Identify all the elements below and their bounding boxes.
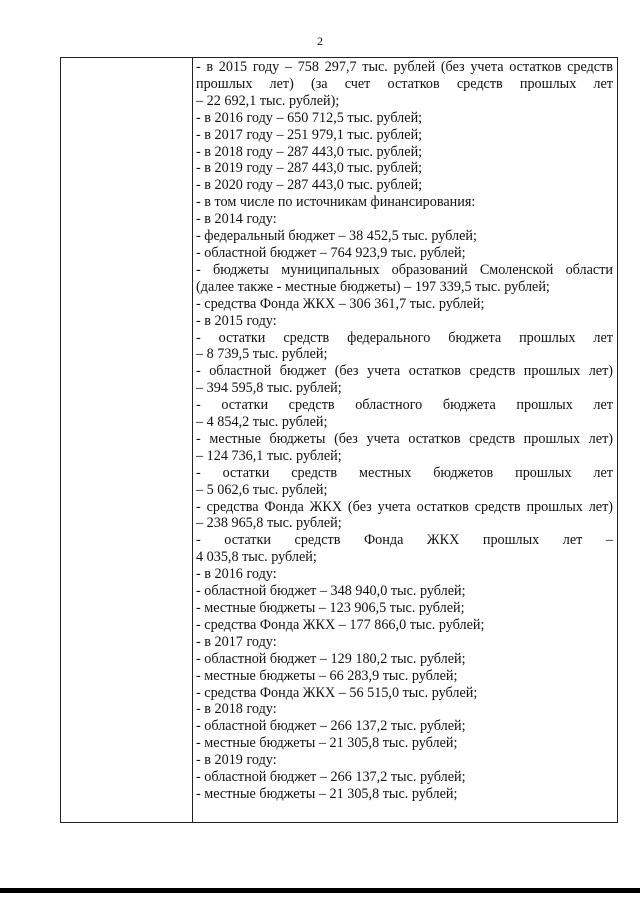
text-line: – 5 062,6 тыс. рублей; xyxy=(196,481,328,498)
text-line: - в 2019 году: xyxy=(196,752,277,769)
text-line: - местные бюджеты – 123 906,5 тыс. рублей; xyxy=(196,600,465,616)
text-line: - в 2018 году – 287 443,0 тыс. рублей; xyxy=(196,143,423,160)
text-line: - областной бюджет – 129 180,2 тыс. рублей; xyxy=(196,650,466,667)
text-line: – 22 692,1 тыс. рублей); xyxy=(196,92,340,109)
text-line: - местные бюджеты (без учета остатков средств прошлых лет) xyxy=(196,430,613,447)
text-line: - средства Фонда ЖКХ – 306 361,7 тыс. рублей; xyxy=(196,295,485,312)
text-line: - областной бюджет – 266 137,2 тыс. рублей; xyxy=(196,718,466,735)
page-number: 2 xyxy=(317,34,323,48)
text-line: - в 2017 году: xyxy=(196,633,277,650)
text-line: - областной бюджет (без учета остатков средств прошлых лет) xyxy=(196,363,613,380)
text-line: – 124 736,1 тыс. рублей; xyxy=(196,447,342,464)
text-line: - в 2018 году: xyxy=(196,701,277,718)
table-right-column xyxy=(196,59,613,803)
text-line: (далее также - местные бюджеты) – 197 339,5 тыс. рублей; xyxy=(196,278,550,295)
text-line: - средства Фонда ЖКХ – 56 515,0 тыс. рублей; xyxy=(196,684,478,701)
text-line: - в 2017 году – 251 979,1 тыс. рублей; xyxy=(196,126,423,143)
text-line: - областной бюджет – 266 137,2 тыс. рублей; xyxy=(196,769,466,786)
text-line: - в том числе по источникам финансирования: xyxy=(196,194,476,211)
text-line: - местные бюджеты – 66 283,9 тыс. рублей; xyxy=(196,667,458,684)
text-line: прошлых лет) (за счет остатков средств прошлых лет xyxy=(196,75,613,92)
text-line: - остатки средств Фонда ЖКХ прошлых лет – xyxy=(196,532,613,549)
text-line: – 238 965,8 тыс. рублей; xyxy=(196,515,342,532)
text-line: - в 2020 году – 287 443,0 тыс. рублей; xyxy=(196,177,423,194)
text-line: - остатки средств областного бюджета прошлых лет xyxy=(196,397,613,414)
text-line: – 8 739,5 тыс. рублей; xyxy=(196,346,328,363)
text-line: – 4 854,2 тыс. рублей; xyxy=(196,414,328,431)
text-line: - остатки средств местных бюджетов прошлых лет xyxy=(196,464,613,481)
text-line: 4 035,8 тыс. рублей; xyxy=(196,549,317,566)
bottom-rule xyxy=(0,888,640,893)
text-line: - остатки средств федерального бюджета прошлых лет xyxy=(196,329,613,346)
table-left-column xyxy=(61,58,193,822)
text-line: - в 2019 году – 287 443,0 тыс. рублей; xyxy=(196,160,423,177)
text-line: - средства Фонда ЖКХ – 177 866,0 тыс. рублей; xyxy=(196,616,485,633)
text-line: - в 2016 году – 650 712,5 тыс. рублей; xyxy=(196,109,423,126)
text-line: - в 2014 году: xyxy=(196,211,277,228)
text-line: - местные бюджеты – 21 305,8 тыс. рублей; xyxy=(196,785,458,802)
text-line: - федеральный бюджет – 38 452,5 тыс. рублей; xyxy=(196,228,477,245)
text-line: - в 2015 году – 758 297,7 тыс. рублей (без учета остатков средств xyxy=(196,59,613,75)
text-line: - в 2015 году: xyxy=(196,312,277,329)
text-line: - бюджеты муниципальных образований Смоленской области xyxy=(196,261,613,278)
text-line: - средства Фонда ЖКХ (без учета остатков средств прошлых лет) xyxy=(196,498,613,515)
text-line: - областной бюджет – 348 940,0 тыс. рублей; xyxy=(196,583,466,600)
text-line: - областной бюджет – 764 923,9 тыс. рублей; xyxy=(196,244,466,261)
text-line: – 394 595,8 тыс. рублей; xyxy=(196,380,342,397)
text-line: - в 2016 году: xyxy=(196,566,277,583)
document-table xyxy=(60,57,618,823)
text-line: - местные бюджеты – 21 305,8 тыс. рублей; xyxy=(196,735,458,752)
